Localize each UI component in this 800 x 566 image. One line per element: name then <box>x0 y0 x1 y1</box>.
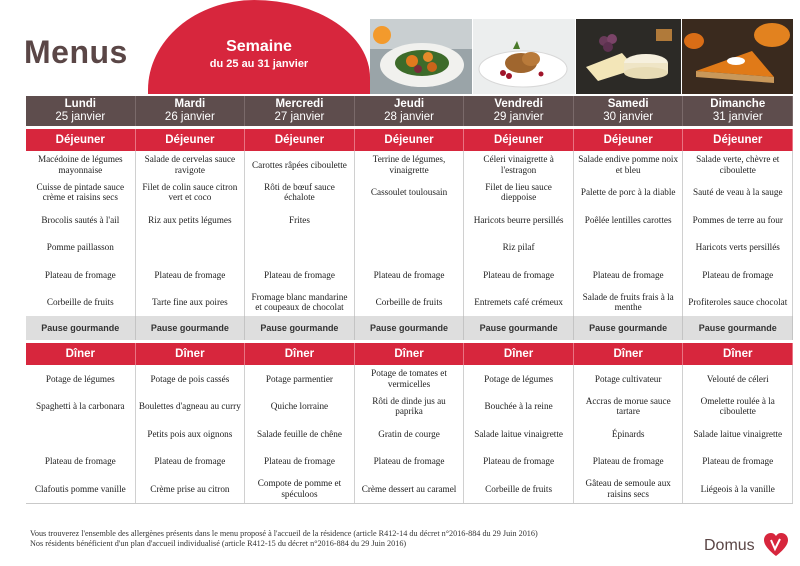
menu-dish: Filet de colin sauce citron vert et coco <box>136 179 246 207</box>
domusvi-heart-logo-icon <box>763 532 789 563</box>
dinner-label: Dîner <box>355 343 465 365</box>
menu-dish: Potage de légumes <box>26 365 136 393</box>
day-date: 26 janvier <box>164 111 215 123</box>
day-name: Mercredi <box>275 98 324 111</box>
menu-dish: Plateau de fromage <box>26 448 136 476</box>
menu-dish: Plateau de fromage <box>355 261 465 289</box>
day-date: 25 janvier <box>55 111 106 123</box>
welcome-plan-note: Nos résidents bénéficient d'un plan d'accueil individualisé (article R412-15 du décret n°2016-884 du 29 Juin 2016) <box>30 539 407 548</box>
day-header <box>26 96 136 126</box>
menu-dish: Fromage blanc mandarine et coupeaux de chocolat <box>245 289 355 317</box>
menu-dish: Plateau de fromage <box>464 448 574 476</box>
menu-dish: Salade de fruits frais à la menthe <box>574 289 684 317</box>
menu-dish: Poêlée lentilles carottes <box>574 206 684 234</box>
menu-dish <box>245 234 355 262</box>
menu-dish: Riz pilaf <box>464 234 574 262</box>
lunch-label: Déjeuner <box>683 129 793 151</box>
lunch-row <box>26 261 793 289</box>
menu-dish: Liégeois à la vanille <box>683 475 793 503</box>
menu-dish: Haricots beurre persillés <box>464 206 574 234</box>
menu-dish <box>26 420 136 448</box>
menu-dish: Potage parmentier <box>245 365 355 393</box>
menu-dish: Corbeille de fruits <box>355 289 465 317</box>
menu-dish: Potage de pois cassés <box>136 365 246 393</box>
day-date: 27 janvier <box>274 111 325 123</box>
menu-dish: Crème dessert au caramel <box>355 475 465 503</box>
menu-dish: Potage de tomates et vermicelles <box>355 365 465 393</box>
pause-label: Pause gourmande <box>464 316 574 340</box>
domusvi-logo-text: Domus <box>704 537 755 554</box>
menu-dish: Petits pois aux oignons <box>136 420 246 448</box>
menu-dish: Plateau de fromage <box>574 448 684 476</box>
pause-label: Pause gourmande <box>136 316 246 340</box>
menu-dish: Gratin de courge <box>355 420 465 448</box>
menu-dish: Salade de cervelas sauce ravigote <box>136 151 246 179</box>
lunch-row <box>26 206 793 234</box>
day-date: 28 janvier <box>384 111 434 123</box>
menu-dish: Omelette roulée à la ciboulette <box>683 393 793 421</box>
dinner-row <box>26 365 793 393</box>
menu-dish: Salade endive pomme noix et bleu <box>574 151 684 179</box>
dinner-section <box>26 365 793 504</box>
menu-dish: Gâteau de semoule aux raisins secs <box>574 475 684 503</box>
menu-dish: Salade laitue vinaigrette <box>683 420 793 448</box>
menu-dish: Carottes râpées ciboulette <box>245 151 355 179</box>
menu-dish <box>355 206 465 234</box>
lunch-label: Déjeuner <box>245 129 355 151</box>
menu-dish: Macédoine de légumes mayonnaise <box>26 151 136 179</box>
menu-dish: Brocolis sautés à l'ail <box>26 206 136 234</box>
day-name: Samedi <box>607 98 649 111</box>
lunch-label: Déjeuner <box>574 129 684 151</box>
dinner-label: Dîner <box>245 343 355 365</box>
menu-dish: Pomme paillasson <box>26 234 136 262</box>
menu-dish: Boulettes d'agneau au curry <box>136 393 246 421</box>
menu-dish: Quiche lorraine <box>245 393 355 421</box>
menu-dish: Profiteroles sauce chocolat <box>683 289 793 317</box>
day-name: Dimanche <box>710 98 766 111</box>
dinner-label: Dîner <box>574 343 684 365</box>
menu-dish: Céleri vinaigrette à l'estragon <box>464 151 574 179</box>
week-badge <box>148 0 370 94</box>
day-date: 31 janvier <box>712 111 763 123</box>
menu-dish: Salade feuille de chêne <box>245 420 355 448</box>
dinner-label: Dîner <box>26 343 136 365</box>
menu-dish: Accras de morue sauce tartare <box>574 393 684 421</box>
menu-dish: Haricots verts persillés <box>683 234 793 262</box>
menu-dish: Plateau de fromage <box>136 448 246 476</box>
photo-pumpkin-pie <box>682 19 793 94</box>
pause-label: Pause gourmande <box>26 316 136 340</box>
dinner-label: Dîner <box>464 343 574 365</box>
day-header <box>355 96 465 126</box>
menu-grid <box>26 96 793 504</box>
menu-dish: Riz aux petits légumes <box>136 206 246 234</box>
menu-dish: Plateau de fromage <box>245 261 355 289</box>
dinner-row <box>26 475 793 503</box>
menu-dish: Plateau de fromage <box>245 448 355 476</box>
menu-dish: Filet de lieu sauce dieppoise <box>464 179 574 207</box>
menu-dish: Sauté de veau à la sauge <box>683 179 793 207</box>
menu-dish: Entremets café crémeux <box>464 289 574 317</box>
lunch-row <box>26 234 793 262</box>
menu-dish: Plateau de fromage <box>574 261 684 289</box>
menu-dish: Cuisse de pintade sauce crème et raisins secs <box>26 179 136 207</box>
menu-dish: Corbeille de fruits <box>464 475 574 503</box>
menu-dish: Plateau de fromage <box>136 261 246 289</box>
dinner-header-row <box>26 343 793 365</box>
day-header <box>683 96 793 126</box>
day-header <box>464 96 574 126</box>
menu-dish: Potage cultivateur <box>574 365 684 393</box>
menu-dish <box>355 234 465 262</box>
day-date: 29 janvier <box>493 111 544 123</box>
pause-label: Pause gourmande <box>683 316 793 340</box>
week-label: Semaine <box>226 38 292 55</box>
menu-dish: Palette de porc à la diable <box>574 179 684 207</box>
menu-dish: Spaghetti à la carbonara <box>26 393 136 421</box>
dinner-label: Dîner <box>683 343 793 365</box>
day-name: Lundi <box>64 98 96 111</box>
menu-dish: Cassoulet toulousain <box>355 179 465 207</box>
menu-dish: Salade laitue vinaigrette <box>464 420 574 448</box>
day-date: 30 janvier <box>603 111 654 123</box>
menu-dish: Plateau de fromage <box>464 261 574 289</box>
page-title: Menus <box>24 34 128 70</box>
day-header-row <box>26 96 793 126</box>
dinner-row <box>26 448 793 476</box>
pause-label: Pause gourmande <box>245 316 355 340</box>
menu-dish: Rôti de bœuf sauce échalote <box>245 179 355 207</box>
lunch-row <box>26 151 793 179</box>
menu-dish: Bouchée à la reine <box>464 393 574 421</box>
menu-dish: Terrine de légumes, vinaigrette <box>355 151 465 179</box>
menu-dish: Frites <box>245 206 355 234</box>
lunch-label: Déjeuner <box>464 129 574 151</box>
menu-dish: Clafoutis pomme vanille <box>26 475 136 503</box>
dinner-row <box>26 393 793 421</box>
lunch-row <box>26 179 793 207</box>
photo-salad <box>370 19 472 94</box>
lunch-header-row <box>26 129 793 151</box>
lunch-section <box>26 151 793 316</box>
menu-dish <box>136 234 246 262</box>
day-name: Vendredi <box>494 98 543 111</box>
lunch-row <box>26 289 793 317</box>
menu-dish: Tarte fine aux poires <box>136 289 246 317</box>
menu-dish: Plateau de fromage <box>683 261 793 289</box>
lunch-label: Déjeuner <box>26 129 136 151</box>
menu-dish: Plateau de fromage <box>355 448 465 476</box>
lunch-label: Déjeuner <box>355 129 465 151</box>
pause-label: Pause gourmande <box>355 316 465 340</box>
pause-label: Pause gourmande <box>574 316 684 340</box>
day-header <box>245 96 355 126</box>
allergen-note: Vous trouverez l'ensemble des allergènes présents dans le menu proposé à l'accueil de la résidence (article R412-14 du décret n°2016-884 du 29 Juin 2016) <box>30 529 538 538</box>
day-name: Mardi <box>174 98 206 111</box>
day-header <box>574 96 684 126</box>
day-header <box>136 96 246 126</box>
menu-dish: Corbeille de fruits <box>26 289 136 317</box>
menu-dish: Épinards <box>574 420 684 448</box>
menu-dish: Velouté de céleri <box>683 365 793 393</box>
menu-dish: Potage de légumes <box>464 365 574 393</box>
photo-poultry <box>473 19 575 94</box>
pause-row <box>26 316 793 340</box>
menu-dish: Pommes de terre au four <box>683 206 793 234</box>
dinner-label: Dîner <box>136 343 246 365</box>
photo-cheese <box>576 19 681 94</box>
menu-dish: Compote de pomme et spéculoos <box>245 475 355 503</box>
menu-dish <box>574 234 684 262</box>
day-name: Jeudi <box>394 98 425 111</box>
menu-dish: Plateau de fromage <box>26 261 136 289</box>
menu-dish: Rôti de dinde jus au paprika <box>355 393 465 421</box>
menu-dish: Crème prise au citron <box>136 475 246 503</box>
menu-dish: Salade verte, chèvre et ciboulette <box>683 151 793 179</box>
week-dates: du 25 au 31 janvier <box>209 58 309 70</box>
menu-dish: Plateau de fromage <box>683 448 793 476</box>
lunch-label: Déjeuner <box>136 129 246 151</box>
dinner-row <box>26 420 793 448</box>
